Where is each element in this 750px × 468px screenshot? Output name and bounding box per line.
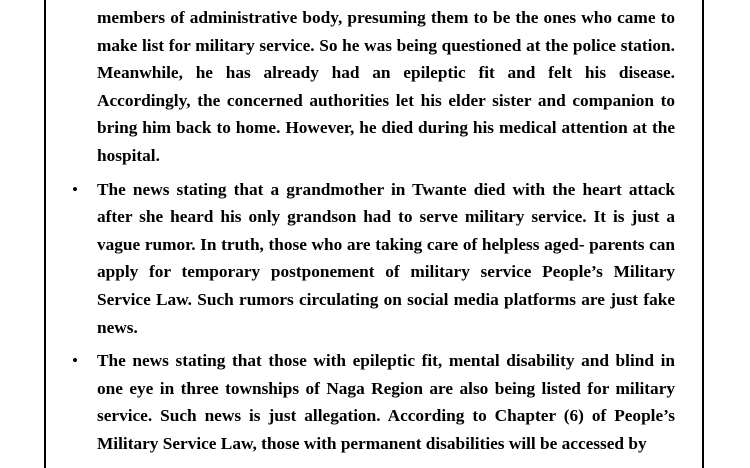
bullet-item-twante [72, 176, 675, 342]
bullet-icon: • [72, 351, 79, 371]
bullet-item-naga [72, 347, 675, 457]
bullet-text-naga: The news stating that those with epileptic fit, mental disability and blind in one eye in three townships of Naga Region are also being listed for military service. Such news is just allegation. According to Chapter (6) of People’s Military Service Law, those with permanent disabilities will be accessed by [97, 351, 675, 453]
bullet-text-twante: The news stating that a grandmother in Twante died with the heart attack after she heard his only grandson had to serve military service. It is just a vague rumor. In truth, those who are taking care of helpless aged- parents can apply for temporary postponement of military service People’s Military Service Law. Such rumors circulating on social media platforms are just fake news. [97, 179, 675, 337]
document-body [72, 4, 675, 458]
bullet-icon: • [72, 179, 79, 199]
continuation-paragraph: members of administrative body, presuming them to be the ones who came to make list for military service. So he was being questioned at the police station. Meanwhile, he has already had an epileptic fit and felt his disease. Accordingly, the concerned authorities let his elder sister and companion to bring him back to home. However, he died during his medical attention at the hospital. [97, 8, 675, 165]
